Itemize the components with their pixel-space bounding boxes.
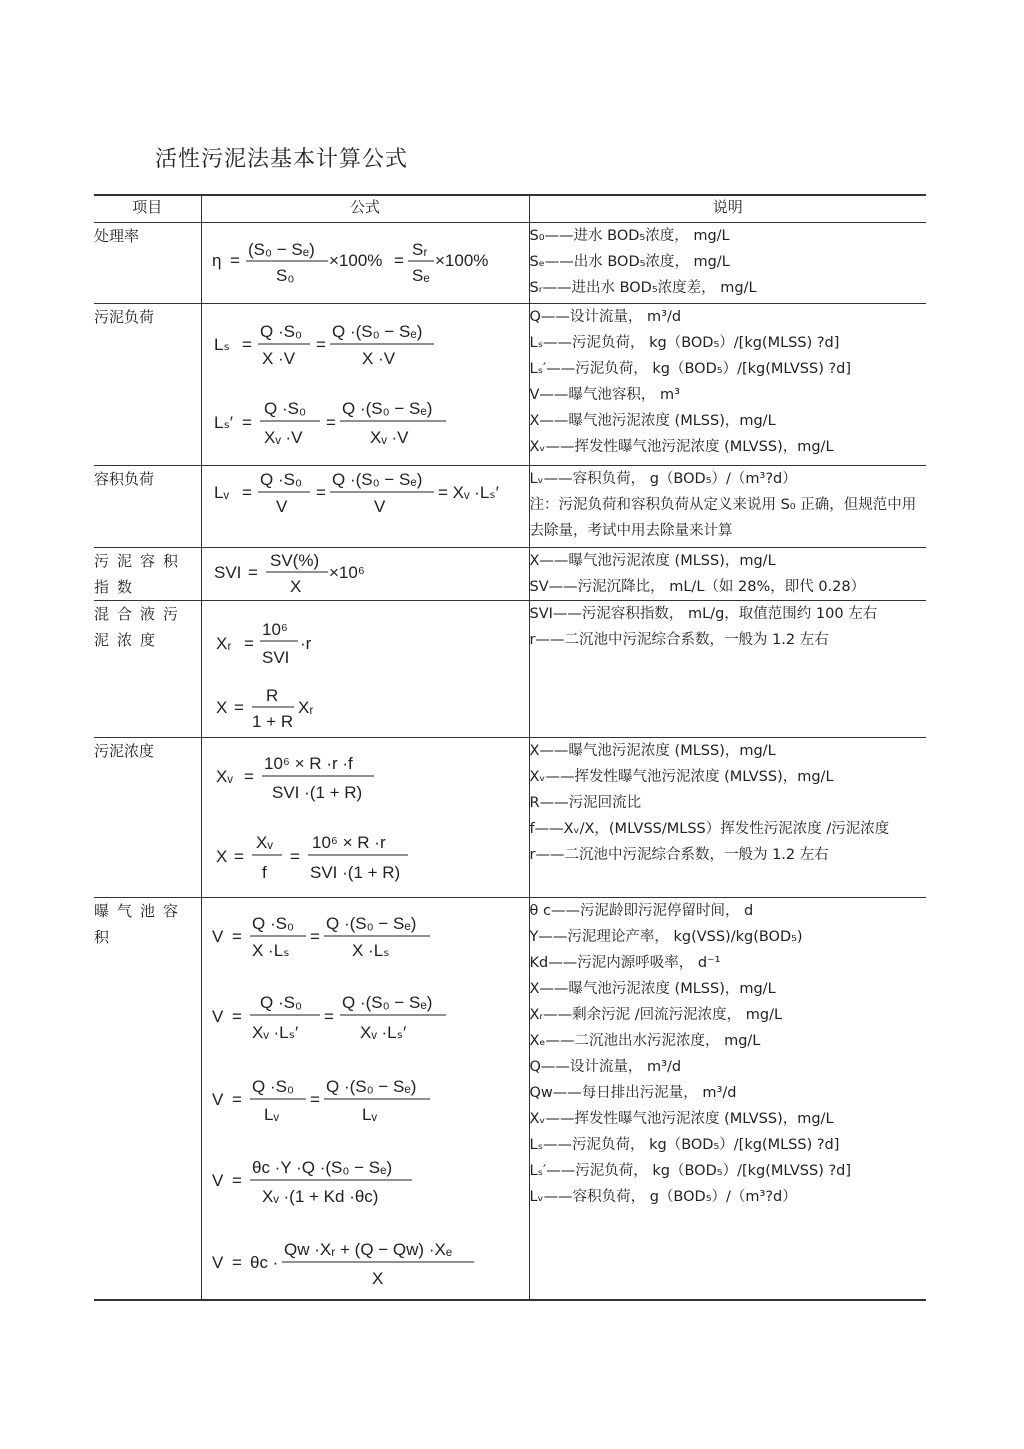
note-line: r——二沉池中污泥综合系数，一般为 1.2 左右	[529, 632, 829, 648]
svg-text:Lₛ′: Lₛ′	[213, 413, 233, 432]
svg-text:Q ·S₀: Q ·S₀	[259, 993, 302, 1012]
note-line: Lₛ——污泥负荷， kg（BOD₅）/[kg(MLSS) ?d]	[529, 1137, 840, 1153]
svg-text:Lᵥ: Lᵥ	[213, 483, 229, 502]
row-item: 污泥浓度	[94, 738, 201, 898]
svg-text:·r: ·r	[299, 634, 311, 653]
note-line: V——曝气池容积， m³	[529, 387, 680, 403]
svg-text:Xᵥ: Xᵥ	[215, 767, 233, 786]
svg-text:=: =	[243, 634, 254, 653]
table-row	[94, 304, 926, 466]
note-line: Xᵥ——挥发性曝气池污泥浓度 (MLVSS)，mg/L	[529, 439, 834, 455]
note-line: Q——设计流量， m³/d	[529, 309, 682, 325]
svg-text:=: =	[325, 413, 336, 432]
formula-sludge-load	[202, 304, 530, 464]
note-line: Lₛ′——污泥负荷， kg（BOD₅）/[kg(MLVSS) ?d]	[529, 1163, 852, 1179]
svg-text:=: =	[315, 483, 326, 502]
svg-text:X ·Lₛ: X ·Lₛ	[251, 941, 290, 960]
note-line: S₀——进水 BOD₅浓度， mg/L	[529, 228, 730, 244]
svg-text:1 + R: 1 + R	[251, 712, 293, 731]
notes-cell	[529, 304, 926, 466]
note-line: R——污泥回流比	[529, 795, 642, 811]
formula-cell	[201, 738, 529, 898]
svg-text:Xᵥ ·(1 + Kd ·θc): Xᵥ ·(1 + Kd ·θc)	[261, 1187, 378, 1206]
notes-cell	[529, 738, 926, 898]
svg-text:=: =	[233, 847, 244, 866]
table-row	[94, 466, 926, 548]
note-line: θ c——污泥龄即污泥停留时间， d	[529, 903, 754, 919]
note-line: X——曝气池污泥浓度 (MLSS)，mg/L	[529, 981, 776, 997]
svg-text:Xᵣ: Xᵣ	[297, 698, 313, 717]
svg-text:Lₛ: Lₛ	[213, 335, 230, 354]
svg-text:Q ·S₀: Q ·S₀	[251, 1077, 294, 1096]
header-notes: 说明	[529, 195, 926, 223]
svg-text:Xᵥ ·Lₛ′: Xᵥ ·Lₛ′	[251, 1023, 298, 1042]
svg-text:=: =	[241, 483, 252, 502]
svg-text:SVI: SVI	[213, 563, 241, 582]
row-item: 容积负荷	[94, 466, 201, 548]
svg-text:Q ·(S₀ − Sₑ): Q ·(S₀ − Sₑ)	[341, 993, 432, 1012]
svg-text:Lᵥ: Lᵥ	[263, 1105, 279, 1124]
table-row	[94, 601, 926, 738]
svg-text:X ·V: X ·V	[261, 349, 295, 368]
svg-text:=: =	[247, 563, 258, 582]
svg-text:Q ·S₀: Q ·S₀	[259, 322, 302, 341]
svg-text:×10⁶: ×10⁶	[328, 563, 365, 582]
svg-text:=: =	[231, 1253, 242, 1272]
table-row	[94, 898, 926, 1300]
note-line: Xᵥ——挥发性曝气池污泥浓度 (MLVSS)，mg/L	[529, 769, 834, 785]
svg-text:Q ·(S₀ − Sₑ): Q ·(S₀ − Sₑ)	[331, 470, 422, 489]
svg-text:Q ·S₀: Q ·S₀	[251, 914, 294, 933]
formula-cell	[201, 898, 529, 1300]
svg-text:×100%: ×100%	[434, 251, 488, 270]
row-item: 曝气池容积	[94, 898, 201, 1300]
svg-text:Q ·(S₀ − Sₑ): Q ·(S₀ − Sₑ)	[331, 322, 422, 341]
svg-text:Qw ·Xᵣ + (Q − Qw) ·Xₑ: Qw ·Xᵣ + (Q − Qw) ·Xₑ	[283, 1240, 452, 1259]
svg-text:Q ·(S₀ − Sₑ): Q ·(S₀ − Sₑ)	[341, 399, 432, 418]
note-line: Lₛ——污泥负荷， kg（BOD₅）/[kg(MLSS) ?d]	[529, 335, 840, 351]
formula-cell	[201, 548, 529, 601]
table-row	[94, 223, 926, 304]
note-line: r——二沉池中污泥综合系数，一般为 1.2 左右	[529, 847, 829, 863]
note-line: f——Xᵥ/X，(MLVSS/MLSS）挥发性污泥浓度 /污泥浓度	[529, 821, 890, 837]
notes-cell	[529, 466, 926, 548]
svg-text:=: =	[229, 251, 240, 270]
svg-text:θc ·: θc ·	[249, 1253, 278, 1272]
note-line: SVI——污泥容积指数， mL/g，取值范围约 100 左右	[529, 606, 878, 622]
note-line: Sᵣ——进出水 BOD₅浓度差， mg/L	[529, 280, 757, 296]
header-item: 项目	[94, 195, 201, 223]
note-line: SV——污泥沉降比， mL/L（如 28%，即代 0.28）	[529, 579, 866, 595]
note-line: Lᵥ——容积负荷， g（BOD₅）/（m³?d）	[529, 1189, 797, 1205]
svg-text:X ·Lₛ: X ·Lₛ	[351, 941, 390, 960]
svg-text:Xᵥ ·Lₛ′: Xᵥ ·Lₛ′	[359, 1023, 406, 1042]
svg-text:=: =	[231, 1090, 242, 1109]
svg-text:Sᵣ: Sᵣ	[411, 240, 427, 259]
svg-text:=: =	[393, 251, 404, 270]
svg-text:V: V	[211, 927, 223, 946]
svg-text:η: η	[211, 251, 221, 270]
note-line: Q——设计流量， m³/d	[529, 1059, 682, 1075]
notes-cell	[529, 548, 926, 601]
svg-text:θc ·Y ·Q ·(S₀ − Sₑ): θc ·Y ·Q ·(S₀ − Sₑ)	[251, 1158, 392, 1177]
formula-aeration-volume	[202, 898, 530, 1298]
note-line: Lₛ′——污泥负荷， kg（BOD₅）/[kg(MLVSS) ?d]	[529, 361, 852, 377]
table-header-row	[94, 195, 926, 223]
row-item: 污泥容积指数	[94, 548, 201, 601]
svg-text:V: V	[211, 1090, 223, 1109]
svg-text:=: =	[231, 1007, 242, 1026]
svg-text:=: =	[241, 335, 252, 354]
row-item: 处理率	[94, 223, 201, 304]
notes-cell	[529, 601, 926, 738]
svg-text:=: =	[309, 1090, 320, 1109]
formula-volume-load	[202, 466, 530, 546]
row-item: 污泥负荷	[94, 304, 201, 466]
svg-text:=: =	[241, 413, 252, 432]
svg-text:f: f	[261, 863, 267, 882]
svg-text:Q ·S₀: Q ·S₀	[259, 470, 302, 489]
svg-text:=: =	[231, 927, 242, 946]
note-line: 注：污泥负荷和容积负荷从定义来说用 S₀ 正确，但规范中用去除量，考试中用去除量来计算	[529, 497, 917, 539]
svg-text:Q ·(S₀ − Sₑ): Q ·(S₀ − Sₑ)	[325, 1077, 416, 1096]
note-line: Kd——污泥内源呼吸率， d⁻¹	[529, 955, 721, 971]
svg-text:S₀: S₀	[275, 266, 294, 285]
note-line: X——曝气池污泥浓度 (MLSS)，mg/L	[529, 553, 776, 569]
svg-text:=: =	[323, 1007, 334, 1026]
svg-text:Xᵥ: Xᵥ	[255, 833, 273, 852]
svg-text:=: =	[243, 767, 254, 786]
note-line: X——曝气池污泥浓度 (MLSS)，mg/L	[529, 743, 776, 759]
svg-text:X: X	[215, 698, 227, 717]
svg-text:=: =	[233, 698, 244, 717]
svg-text:Sₑ: Sₑ	[411, 266, 430, 285]
svg-text:V: V	[275, 497, 287, 516]
notes-cell	[529, 898, 926, 1300]
svg-text:X: X	[371, 1269, 383, 1288]
svg-text:Xᵥ ·V: Xᵥ ·V	[263, 428, 303, 447]
svg-text:X: X	[289, 577, 301, 596]
note-line: Lᵥ——容积负荷， g（BOD₅）/（m³?d）	[529, 471, 797, 487]
svg-text:=: =	[309, 927, 320, 946]
formula-cell	[201, 466, 529, 548]
svg-text:=: =	[289, 847, 300, 866]
svg-text:X ·V: X ·V	[361, 349, 395, 368]
svg-text:SV(%): SV(%)	[269, 551, 319, 570]
svg-text:=: =	[231, 1171, 242, 1190]
svg-text:10⁶ × R ·r ·f: 10⁶ × R ·r ·f	[263, 754, 353, 773]
note-line: Xᵥ——挥发性曝气池污泥浓度 (MLVSS)，mg/L	[529, 1111, 834, 1127]
note-line: X——曝气池污泥浓度 (MLSS)，mg/L	[529, 413, 776, 429]
note-line: Sₑ——出水 BOD₅浓度， mg/L	[529, 254, 730, 270]
svg-text:=: =	[315, 335, 326, 354]
formula-mixed-liquor	[202, 601, 530, 737]
formula-table	[94, 194, 926, 1301]
svg-text:10⁶ × R ·r: 10⁶ × R ·r	[311, 833, 386, 852]
svg-text:R: R	[265, 686, 278, 705]
svg-text:Lᵥ: Lᵥ	[361, 1105, 377, 1124]
formula-cell	[201, 601, 529, 738]
svg-text:×100%: ×100%	[328, 251, 382, 270]
note-line: Qw——每日排出污泥量， m³/d	[529, 1085, 737, 1101]
svg-text:Xᵥ ·V: Xᵥ ·V	[369, 428, 409, 447]
svg-text:Q ·(S₀ − Sₑ): Q ·(S₀ − Sₑ)	[325, 914, 416, 933]
svg-text:SVI ·(1 + R): SVI ·(1 + R)	[309, 863, 400, 882]
svg-text:V: V	[373, 497, 385, 516]
notes-cell	[529, 223, 926, 304]
formula-svi	[202, 548, 530, 600]
svg-text:X: X	[215, 847, 227, 866]
row-item: 混合液污泥浓度	[94, 601, 201, 738]
table-row	[94, 548, 926, 601]
svg-text:Xᵣ: Xᵣ	[215, 634, 231, 653]
svg-text:V: V	[211, 1171, 223, 1190]
header-formula: 公式	[201, 195, 529, 223]
formula-cell	[201, 304, 529, 466]
svg-text:= Xᵥ ·Lₛ′: = Xᵥ ·Lₛ′	[437, 483, 499, 502]
svg-text:(S₀ − Sₑ): (S₀ − Sₑ)	[247, 240, 315, 259]
table-row	[94, 738, 926, 898]
svg-text:V: V	[211, 1253, 223, 1272]
svg-text:10⁶: 10⁶	[261, 620, 288, 639]
note-line: Xᵣ——剩余污泥 /回流污泥浓度， mg/L	[529, 1007, 783, 1023]
note-line: Xₑ——二沉池出水污泥浓度， mg/L	[529, 1033, 761, 1049]
formula-cell	[201, 223, 529, 304]
svg-text:Q ·S₀: Q ·S₀	[263, 399, 306, 418]
page-title: 活性污泥法基本计算公式	[155, 147, 409, 172]
svg-text:SVI: SVI	[261, 648, 289, 667]
formula-sludge-concentration	[202, 738, 530, 896]
svg-text:SVI ·(1 + R): SVI ·(1 + R)	[271, 783, 362, 802]
note-line: Y——污泥理论产率， kg(VSS)/kg(BOD₅)	[529, 929, 803, 945]
formula-removal-rate	[202, 223, 530, 303]
svg-text:V: V	[211, 1007, 223, 1026]
